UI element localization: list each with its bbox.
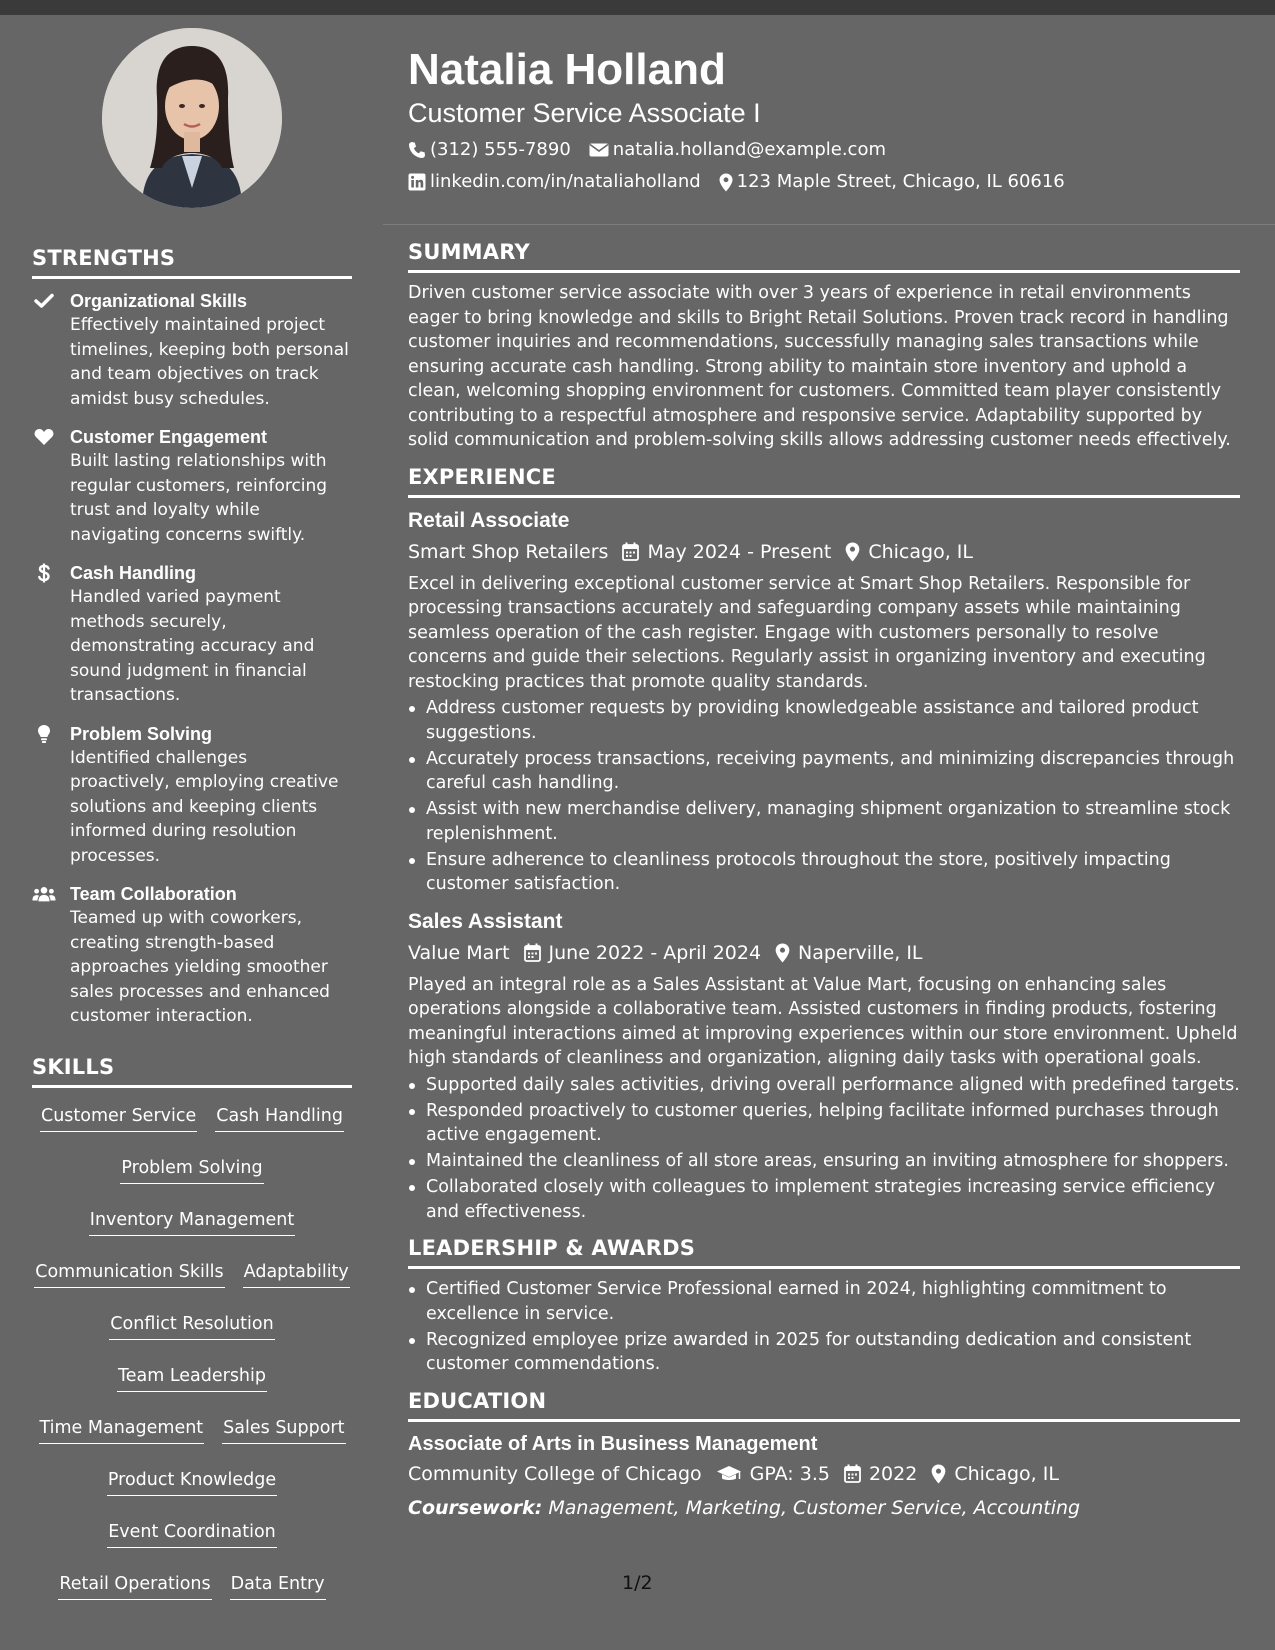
skill-tag: Conflict Resolution	[109, 1312, 274, 1340]
skill-tag: Communication Skills	[34, 1260, 224, 1288]
strength-title: Organizational Skills	[70, 291, 248, 311]
strength-desc: Handled varied payment methods securely, demonstrating accuracy and sound judgment in financial transactions.	[70, 587, 315, 705]
awards-section	[408, 1236, 1240, 1377]
skill-tag: Team Leadership	[117, 1364, 267, 1392]
skill-tag: Sales Support	[222, 1416, 345, 1444]
list-item: Maintained the cleanliness of all store areas, ensuring an inviting atmosphere for shoppers.	[408, 1149, 1240, 1174]
linkedin-text: linkedin.com/in/nataliaholland	[430, 171, 701, 192]
strength-item	[32, 722, 352, 869]
skills-list	[32, 1104, 352, 1600]
linkedin-icon	[408, 173, 426, 191]
skills-heading: SKILLS	[32, 1055, 352, 1088]
job-title: Sales Assistant	[408, 909, 563, 933]
school: Community College of Chicago	[408, 1462, 702, 1485]
map-pin-icon	[719, 173, 733, 192]
phone-text: (312) 555-7890	[430, 139, 571, 160]
check-icon	[32, 291, 56, 311]
summary-heading: SUMMARY	[408, 240, 1240, 273]
users-icon	[32, 884, 56, 904]
strength-item	[32, 289, 352, 411]
strength-title: Cash Handling	[70, 563, 197, 583]
calendar-icon	[844, 1464, 861, 1483]
job-company: Value Mart	[408, 941, 510, 964]
skill-tag: Cash Handling	[215, 1104, 344, 1132]
summary-text: Driven customer service associate with over 3 years of experience in retail environments eager to bring knowledge and skills to Bright Retail Solutions. Proven track record in handling customer inquiries and recommendations, successfully managing sales transactions while ensuring accurate cash handling. Strong ability to maintain store inventory and uphold a clean, welcoming shopping environment for customers. Committed team player consistently contributing to a respectful atmosphere and responsive service. Adaptability supported by solid communication and problem-solving skills allows addressing customer needs effectively.	[408, 283, 1231, 450]
strength-item	[32, 882, 352, 1029]
job-location: Naperville, IL	[775, 939, 922, 967]
summary-section	[408, 240, 1240, 453]
top-bar	[0, 0, 1275, 15]
strengths-heading: STRENGTHS	[32, 246, 352, 279]
map-pin-icon	[775, 943, 790, 963]
skill-tag: Data Entry	[230, 1572, 326, 1600]
job-entry	[408, 506, 1240, 897]
awards-list	[408, 1277, 1240, 1377]
linkedin[interactable]	[408, 170, 701, 194]
skill-tag: Inventory Management	[89, 1208, 295, 1236]
email-text: natalia.holland@example.com	[612, 139, 887, 160]
job-title: Retail Associate	[408, 508, 570, 532]
skill-tag: Product Knowledge	[107, 1468, 277, 1496]
strength-desc: Identified challenges proactively, employing creative solutions and keeping clients informed during resolution processes.	[70, 747, 339, 866]
education-heading: EDUCATION	[408, 1389, 1240, 1422]
skill-tag: Event Coordination	[107, 1520, 277, 1548]
coursework-label: Coursework:	[408, 1496, 543, 1519]
job-company: Smart Shop Retailers	[408, 540, 609, 563]
list-item: Certified Customer Service Professional earned in 2024, highlighting commitment to excellence in service.	[408, 1277, 1240, 1326]
job-meta	[408, 939, 1240, 967]
phone	[408, 138, 571, 162]
experience-heading: EXPERIENCE	[408, 465, 1240, 498]
list-item: Collaborated closely with colleagues to implement strategies increasing service efficiency and effectiveness.	[408, 1175, 1240, 1224]
education-location: Chicago, IL	[931, 1460, 1059, 1488]
profile-photo	[102, 28, 282, 208]
awards-heading: LEADERSHIP & AWARDS	[408, 1236, 1240, 1269]
job-description: Excel in delivering exceptional customer service at Smart Shop Retailers. Responsible for processing transactions accurately and safeguarding company assets while maintaining seamless operation of the cash register. Engage with customers personally to resolve concerns and guide their selections. Regularly assist in organizing inventory and executing restocking practices that promote quality standards.	[408, 573, 1206, 692]
job-bullets	[408, 1073, 1240, 1225]
strength-desc: Effectively maintained project timelines, keeping both personal and team objectives on track amidst busy schedules.	[70, 315, 349, 409]
job-dates: June 2022 - April 2024	[524, 939, 762, 967]
strength-title: Customer Engagement	[70, 427, 268, 447]
skill-tag: Problem Solving	[120, 1156, 263, 1184]
strength-item	[32, 425, 352, 547]
job-meta	[408, 538, 1240, 566]
full-name: Natalia Holland	[408, 45, 726, 94]
skill-tag: Retail Operations	[58, 1572, 211, 1600]
strength-desc: Teamed up with coworkers, creating strength-based approaches yielding smoother sales processes and enhanced customer interaction.	[70, 908, 330, 1026]
job-location: Chicago, IL	[845, 538, 973, 566]
skill-tag: Adaptability	[243, 1260, 350, 1288]
coursework-text: Management, Marketing, Customer Service, Accounting	[548, 1496, 1081, 1519]
list-item: Accurately process transactions, receiving payments, and minimizing discrepancies through careful cash handling.	[408, 747, 1240, 796]
headline: Customer Service Associate I	[408, 98, 761, 128]
coursework	[408, 1494, 1240, 1522]
contact-line	[408, 170, 1240, 194]
map-pin-icon	[931, 1464, 946, 1484]
calendar-icon	[524, 943, 541, 962]
sidebar	[32, 28, 352, 1600]
calendar-icon	[622, 542, 639, 561]
list-item: Responded proactively to customer queries, helping facilitate informed purchases through active engagement.	[408, 1099, 1240, 1148]
job-description: Played an integral role as a Sales Assistant at Value Mart, focusing on enhancing sales operations alongside a collaborative team. Assisted customers in finding products, fostering meaningful interactions aimed at improving experiences within our store environment. Upheld high standards of cleanliness and organization, aligning daily tasks with operational goals.	[408, 974, 1238, 1068]
skill-tag: Time Management	[39, 1416, 205, 1444]
dollar-icon	[32, 563, 56, 583]
strength-item	[32, 561, 352, 708]
job-bullets	[408, 696, 1240, 897]
education-section	[408, 1389, 1240, 1522]
education-meta	[408, 1460, 1240, 1488]
phone-icon	[408, 141, 426, 159]
list-item: Ensure adherence to cleanliness protocols throughout the store, positively impacting customer satisfaction.	[408, 848, 1240, 897]
gpa: GPA: 3.5	[716, 1460, 830, 1488]
heart-icon	[32, 427, 56, 447]
contact-line	[408, 138, 1240, 162]
job-entry	[408, 907, 1240, 1225]
list-item: Supported daily sales activities, driving overall performance aligned with predefined targets.	[408, 1073, 1240, 1098]
degree: Associate of Arts in Business Management	[408, 1432, 818, 1455]
graduation-cap-icon	[716, 1465, 742, 1483]
job-dates: May 2024 - Present	[622, 538, 831, 566]
main-content	[408, 240, 1240, 1534]
list-item: Address customer requests by providing knowledgeable assistance and tailored product suggestions.	[408, 696, 1240, 745]
page-number: 1/2	[622, 1572, 653, 1594]
strength-title: Problem Solving	[70, 723, 213, 744]
envelope-icon	[589, 142, 609, 158]
graduation-year: 2022	[844, 1460, 917, 1488]
strength-title: Team Collaboration	[70, 884, 237, 904]
list-item: Assist with new merchandise delivery, managing shipment organization to streamline stock replenishment.	[408, 797, 1240, 846]
map-pin-icon	[845, 542, 860, 562]
header-divider	[383, 224, 1275, 225]
address	[719, 170, 1065, 194]
experience-section	[408, 465, 1240, 1225]
skill-tag: Customer Service	[40, 1104, 197, 1132]
strength-desc: Built lasting relationships with regular customers, reinforcing trust and loyalty while navigating concerns swiftly.	[70, 451, 328, 545]
address-text: 123 Maple Street, Chicago, IL 60616	[736, 171, 1065, 192]
lightbulb-icon	[32, 724, 56, 744]
list-item: Recognized employee prize awarded in 2025 for outstanding dedication and consistent customer commendations.	[408, 1328, 1240, 1377]
email[interactable]	[589, 138, 886, 162]
header	[408, 44, 1240, 194]
